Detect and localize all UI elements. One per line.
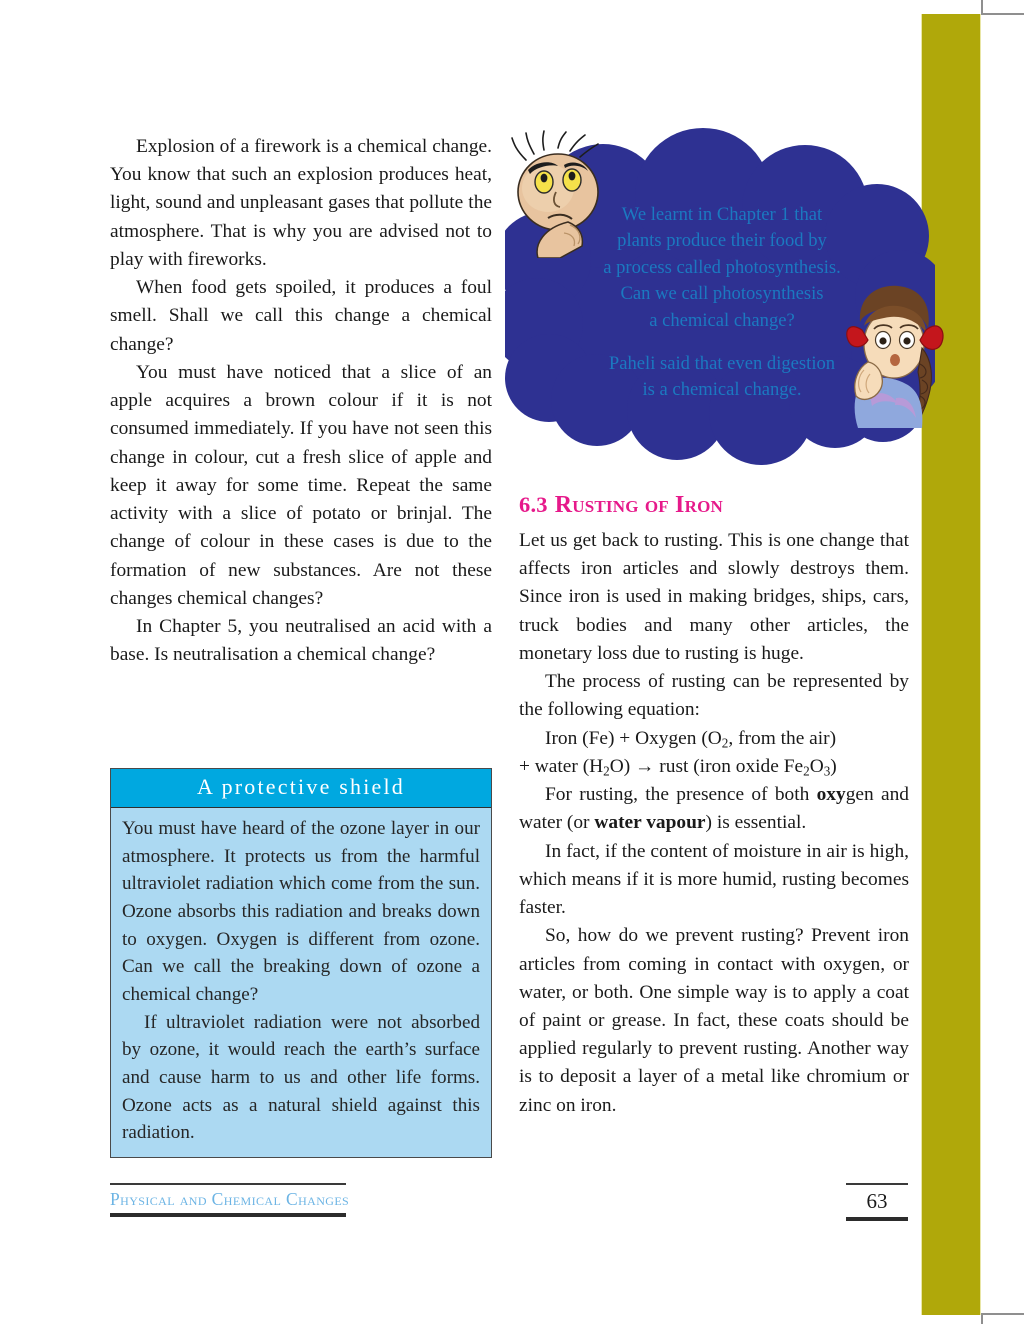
paragraph-essential xyxy=(519,781,909,837)
paragraph-apple-slice: You must have noticed that a slice of an apple acquires a brown colour if it is not consumed immediately. If you have not seen this change in colour, cut a fresh slice of apple and keep it away for some time. Repeat the same activity with a slice of potato or brinjal. The change of colour in these cases is due to the formation of new substances. Are not these changes chemical changes? xyxy=(110,361,492,609)
footer-chapter-title xyxy=(110,1183,350,1217)
crop-mark-top-right-vertical xyxy=(981,0,983,14)
footer-rule-bottom-left xyxy=(110,1213,346,1217)
bubble-line-1: We learnt in Chapter 1 that xyxy=(621,204,823,225)
crop-mark-bottom-right-horizontal xyxy=(981,1313,1024,1315)
footer-rule-bottom-right xyxy=(846,1217,908,1221)
paragraph-prevent-rusting: So, how do we prevent rusting? Prevent iron articles from coming in contact with oxygen, or water, or both. One simple way is to apply a coat of paint or grease. In fact, these coats should be applied regularly to prevent rusting. Another way is to deposit a layer of a metal like chromium or zinc on iron. xyxy=(519,925,909,1116)
bubble-line-3: a process called photosynthesis. xyxy=(603,256,841,278)
right-text-column xyxy=(519,492,909,1120)
footer-page-number xyxy=(846,1183,908,1221)
section-number: 6.3 xyxy=(519,492,548,517)
left-text-column xyxy=(110,133,492,669)
bubble-line-4: Can we call photosynthesis xyxy=(620,283,824,305)
paragraph-rusting-equation-intro: The process of rusting can be represented by the following equation: xyxy=(519,671,909,721)
equation-subscript-o2: 2 xyxy=(721,735,729,751)
footer-rule-top-left xyxy=(110,1183,346,1185)
section-title: Rusting of Iron xyxy=(554,492,723,518)
equation-from-air: , from the air) xyxy=(728,727,837,749)
essential-text-c: gen and water (or xyxy=(519,784,910,834)
paragraph-neutralisation: In Chapter 5, you neutralised an acid with a base. Is neutralisation a chemical change? xyxy=(110,615,492,666)
essential-bold-water-vapour: water vapour xyxy=(594,812,706,834)
equation-o: O xyxy=(809,755,824,777)
equation-subscript-fe2: 2 xyxy=(803,763,810,779)
boy-character-icon xyxy=(508,130,612,258)
essential-bold-oxy: oxy xyxy=(816,784,846,806)
crop-mark-top-right-horizontal xyxy=(981,13,1024,15)
bubble-line-2: plants produce their food by xyxy=(617,230,827,252)
protective-shield-box xyxy=(110,768,492,1158)
paragraph-rusting-intro: Let us get back to rusting. This is one change that affects iron articles and slowly destroys them. Since iron is used in making bridges, ships, cars, truck bodies and many other articles, the monetary loss due to rusting is huge. xyxy=(519,530,909,664)
essential-text-e: ) is essential. xyxy=(705,812,807,834)
essential-text-a: For rusting, the presence of both xyxy=(545,784,817,806)
footer-title-text: Physical and Chemical Changes xyxy=(110,1189,350,1209)
bubble-line-7: is a chemical change. xyxy=(642,379,802,401)
girl-character-icon xyxy=(840,278,945,428)
equation-subscript-o3: 3 xyxy=(823,763,831,779)
shield-box-title: A protective shield xyxy=(111,769,491,808)
bubble-line-6: Paheli said that even digestion xyxy=(608,352,836,374)
crop-mark-bottom-right-vertical xyxy=(981,1313,983,1324)
bubble-line-5: a chemical change? xyxy=(649,309,795,331)
page-number-text: 63 xyxy=(866,1189,888,1213)
equation-rust-oxide: O) → rust (iron oxide Fe xyxy=(609,755,804,777)
equation-iron-oxygen: Iron (Fe) + Oxygen (O xyxy=(545,727,722,749)
thought-bubble xyxy=(505,128,935,473)
shield-box-body xyxy=(111,808,491,1157)
shield-paragraph-1: You must have heard of the ozone layer in our atmosphere. It protects us from the harmful ultraviolet radiation which come from the sun. Ozone absorbs this radiation and breaks down to oxygen. Oxygen is different from ozone. Can we call the breaking down of ozone a chemical change? xyxy=(122,818,480,1006)
shield-paragraph-2: If ultraviolet radiation were not absorbed by ozone, it would reach the earth’s surface and cause harm to us and other life forms. Ozone acts as a natural shield against this radiation. xyxy=(122,1011,480,1144)
equation-line-1 xyxy=(519,725,909,753)
equation-water: + water (H xyxy=(519,755,604,777)
footer-rule-top-right xyxy=(846,1183,908,1185)
paragraph-moisture: In fact, if the content of moisture in air is high, which means if it is more humid, rusting becomes faster. xyxy=(519,840,909,919)
paragraph-firework: Explosion of a firework is a chemical change. You know that such an explosion produces heat, light, sound and unpleasant gases that pollute the atmosphere. That is why you are advised not to play with fireworks. xyxy=(110,136,492,270)
equation-line-2 xyxy=(519,753,909,781)
equation-close-paren: ) xyxy=(830,755,837,777)
section-heading xyxy=(519,492,909,519)
equation-subscript-h2: 2 xyxy=(603,763,610,779)
paragraph-food-spoiled: When food gets spoiled, it produces a foul smell. Shall we call this change a chemical change? xyxy=(110,277,492,355)
